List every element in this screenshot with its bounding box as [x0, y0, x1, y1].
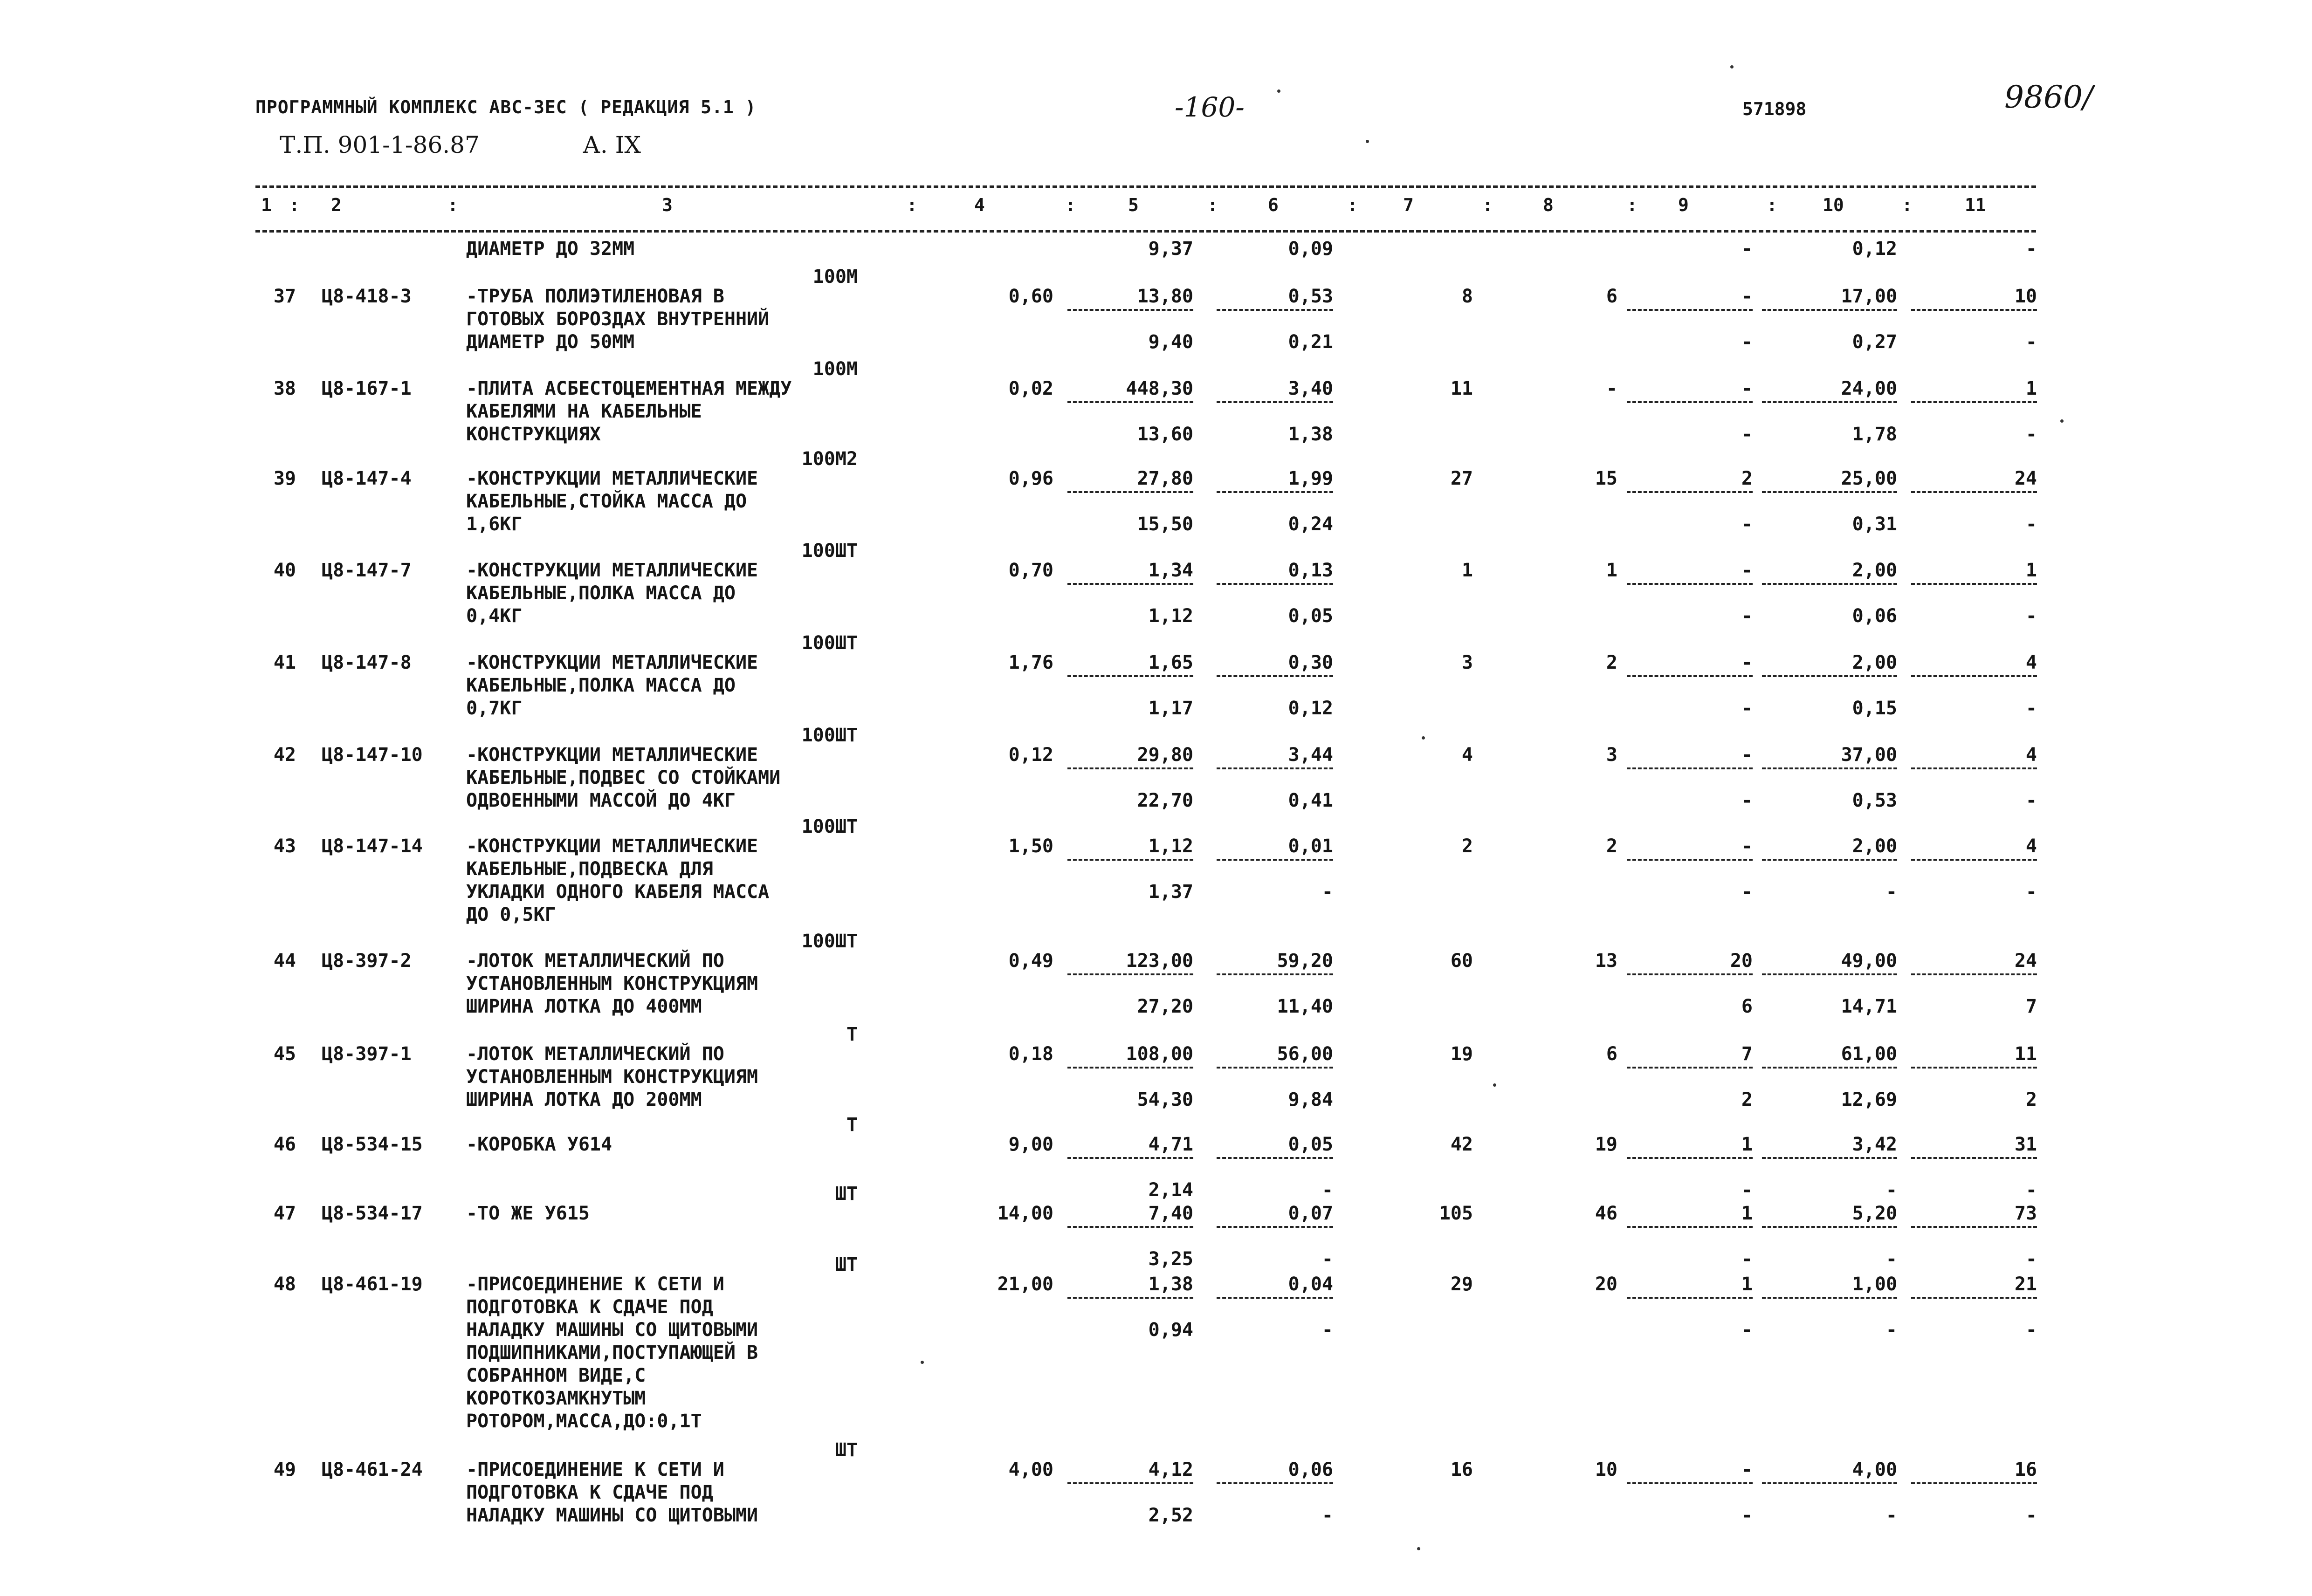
col7-value: 3 [1461, 652, 1473, 673]
col7-value: 27 [1450, 468, 1473, 489]
column-separator: : [1627, 195, 1638, 215]
col10-value: - [1885, 1319, 1897, 1341]
quantity-value: 0,60 [1008, 286, 1053, 307]
col11-value: - [2025, 1505, 2037, 1526]
operation-cost-value: 1,38 [1288, 424, 1333, 445]
unit-label: 100ШТ [801, 931, 858, 952]
work-description: -ТРУБА ПОЛИЭТИЛЕНОВАЯ В [466, 286, 724, 307]
unit-label: Т [846, 1114, 858, 1136]
table-header-rule [255, 230, 2036, 233]
work-description: -ЛОТОК МЕТАЛЛИЧЕСКИЙ ПО [466, 1043, 724, 1065]
work-description: КАБЕЛЬНЫЕ,СТОЙКА МАССА ДО [466, 491, 747, 512]
operation-cost-value: 59,20 [1217, 950, 1333, 973]
col10-value: - [1885, 1248, 1897, 1270]
operation-cost-value: 0,24 [1288, 514, 1333, 535]
row-number: 41 [273, 652, 296, 673]
col11-value: - [2025, 331, 2037, 353]
col8-value: 10 [1595, 1459, 1617, 1480]
col11-value: - [2025, 698, 2037, 719]
work-description: -КОНСТРУКЦИИ МЕТАЛЛИЧЕСКИЕ [466, 652, 758, 673]
col11-value: 4 [1911, 835, 2037, 858]
operation-cost-value: - [1321, 1248, 1333, 1270]
col10-value: 24,00 [1762, 377, 1897, 400]
col8-value: 1 [1606, 560, 1617, 581]
column-separator: : [1482, 195, 1493, 215]
quantity-value: 0,18 [1008, 1043, 1053, 1065]
quantity-value: 1,50 [1008, 836, 1053, 857]
work-description: УКЛАДКИ ОДНОГО КАБЕЛЯ МАССА [466, 881, 770, 903]
direct-cost-value: 1,17 [1148, 698, 1193, 719]
column-number: 11 [1965, 195, 1986, 215]
operation-cost-value: 0,01 [1217, 835, 1333, 858]
direct-cost-value: 13,80 [1067, 285, 1193, 308]
col10-value: 61,00 [1762, 1043, 1897, 1066]
col11-value: - [2025, 1319, 2037, 1341]
resource-code: Ц8-534-17 [322, 1203, 423, 1224]
col9-value: - [1741, 605, 1753, 627]
column-number: 7 [1403, 195, 1414, 215]
col7-value: 60 [1450, 950, 1473, 972]
work-description: КОРОТКОЗАМКНУТЫМ [466, 1388, 646, 1409]
quantity-value: 0,02 [1008, 378, 1053, 399]
quantity-value: 0,96 [1008, 468, 1053, 489]
work-description: УСТАНОВЛЕННЫМ КОНСТРУКЦИЯМ [466, 973, 758, 994]
col10-value: 4,00 [1762, 1459, 1897, 1481]
work-description: -КОНСТРУКЦИИ МЕТАЛЛИЧЕСКИЕ [466, 836, 758, 857]
col11-value: 16 [1911, 1459, 2037, 1481]
work-description: 0,7КГ [466, 698, 523, 719]
col8-value: 2 [1606, 836, 1617, 857]
col9-value: - [1741, 1248, 1753, 1270]
column-separator: : [1347, 195, 1358, 215]
work-description: КАБЕЛЯМИ НА КАБЕЛЬНЫЕ [466, 401, 702, 422]
col8-value: 6 [1606, 1043, 1617, 1065]
col10-value: 0,15 [1852, 698, 1897, 719]
column-number: 10 [1823, 195, 1844, 215]
row-number: 43 [273, 836, 296, 857]
work-description: 1,6КГ [466, 514, 523, 535]
col11-value: - [2025, 1179, 2037, 1201]
sheet-mark: 9860/ [2004, 79, 2093, 115]
operation-cost-value: 9,84 [1288, 1089, 1333, 1110]
col11-value: - [2025, 514, 2037, 535]
work-description: НАЛАДКУ МАШИНЫ СО ЩИТОВЫМИ [466, 1319, 758, 1341]
col10-value: 17,00 [1762, 285, 1897, 308]
scan-speck [2060, 419, 2064, 423]
work-description: -ЛОТОК МЕТАЛЛИЧЕСКИЙ ПО [466, 950, 724, 972]
operation-cost-value: 3,40 [1217, 377, 1333, 400]
resource-code: Ц8-461-24 [322, 1459, 423, 1480]
col10-value: 14,71 [1841, 996, 1897, 1017]
col9-value: - [1741, 1505, 1753, 1526]
row-number: 48 [273, 1274, 296, 1295]
table-top-rule [255, 185, 2036, 188]
col9-value: - [1741, 790, 1753, 811]
col8-value: 6 [1606, 286, 1617, 307]
work-description: ШИРИНА ЛОТКА ДО 400ММ [466, 996, 702, 1017]
scan-speck [1366, 140, 1369, 143]
column-separator: : [1767, 195, 1777, 215]
col11-value: - [2025, 424, 2037, 445]
direct-cost-value: 15,50 [1137, 514, 1193, 535]
col9-value: - [1741, 1319, 1753, 1341]
col11-value: 24 [1911, 467, 2037, 490]
direct-cost-value: 1,65 [1067, 651, 1193, 674]
scan-speck [1730, 65, 1734, 68]
col9-value: - [1627, 559, 1753, 582]
col9-value: - [1627, 1459, 1753, 1481]
col9-value: - [1741, 424, 1753, 445]
direct-cost-value: 3,25 [1148, 1248, 1193, 1270]
work-description: СОБРАННОМ ВИДЕ,С [466, 1365, 646, 1386]
col9-value: 1 [1627, 1202, 1753, 1225]
page-number: -160- [1175, 91, 1245, 123]
row-number: 39 [273, 468, 296, 489]
quantity-value: 14,00 [997, 1203, 1053, 1224]
work-description: ДИАМЕТР ДО 50ММ [466, 331, 635, 353]
col9-value: - [1741, 698, 1753, 719]
scan-speck [1417, 1547, 1420, 1550]
work-description: ПОДГОТОВКА К СДАЧЕ ПОД [466, 1482, 713, 1503]
row-number: 47 [273, 1203, 296, 1224]
quantity-value: 21,00 [997, 1274, 1053, 1295]
column-separator: : [1065, 195, 1076, 215]
col10-value: 49,00 [1762, 950, 1897, 973]
col7-value: 11 [1450, 378, 1473, 399]
col10-value: - [1885, 1505, 1897, 1526]
col11-value: 7 [2025, 996, 2037, 1017]
work-description: РОТОРОМ,МАССА,ДО:0,1Т [466, 1411, 702, 1432]
column-number: 6 [1268, 195, 1279, 215]
col8-value: 19 [1595, 1134, 1617, 1155]
col9-value: - [1741, 238, 1753, 260]
col8-value: 13 [1595, 950, 1617, 972]
column-number: 4 [974, 195, 985, 215]
resource-code: Ц8-397-1 [322, 1043, 412, 1065]
resource-code: Ц8-147-8 [322, 652, 412, 673]
col7-value: 19 [1450, 1043, 1473, 1065]
col10-value: 0,12 [1852, 238, 1897, 260]
scan-speck [1422, 736, 1425, 740]
col10-value: 2,00 [1762, 651, 1897, 674]
direct-cost-value: 1,12 [1067, 835, 1193, 858]
row-number: 44 [273, 950, 296, 972]
work-description: -КОРОБКА У614 [466, 1134, 612, 1155]
column-number: 2 [331, 195, 342, 215]
col10-value: - [1885, 881, 1897, 903]
col9-value: - [1741, 514, 1753, 535]
appendix-label: А. IX [583, 131, 641, 158]
col10-value: 25,00 [1762, 467, 1897, 490]
col8-value: 20 [1595, 1274, 1617, 1295]
col8-value: 46 [1595, 1203, 1617, 1224]
col7-value: 1 [1461, 560, 1473, 581]
col11-value: 4 [1911, 651, 2037, 674]
work-description: ГОТОВЫХ БОРОЗДАХ ВНУТРЕННИЙ [466, 308, 770, 330]
direct-cost-value: 22,70 [1137, 790, 1193, 811]
col10-value: 0,53 [1852, 790, 1897, 811]
operation-cost-value: 0,12 [1288, 698, 1333, 719]
col11-value: - [2025, 238, 2037, 260]
direct-cost-value: 9,40 [1148, 331, 1193, 353]
col11-value: - [2025, 790, 2037, 811]
project-code: Т.П. 901-1-86.87 [280, 131, 480, 158]
quantity-value: 4,00 [1008, 1459, 1053, 1480]
work-description: -ПЛИТА АСБЕСТОЦЕМЕНТНАЯ МЕЖДУ [466, 378, 792, 399]
row-number: 42 [273, 744, 296, 766]
col8-value: 2 [1606, 652, 1617, 673]
unit-label: ШТ [835, 1183, 858, 1205]
direct-cost-value: 0,94 [1148, 1319, 1193, 1341]
row-number: 49 [273, 1459, 296, 1480]
operation-cost-value: - [1321, 1505, 1333, 1526]
col8-value: 3 [1606, 744, 1617, 766]
direct-cost-value: 27,80 [1067, 467, 1193, 490]
direct-cost-value: 9,37 [1148, 238, 1193, 260]
col9-value: 1 [1627, 1133, 1753, 1156]
work-description: -КОНСТРУКЦИИ МЕТАЛЛИЧЕСКИЕ [466, 744, 758, 766]
unit-label: ШТ [835, 1439, 858, 1461]
col11-value: 24 [1911, 950, 2037, 973]
col9-value: - [1627, 285, 1753, 308]
col11-value: 10 [1911, 285, 2037, 308]
work-description: КАБЕЛЬНЫЕ,ПОЛКА МАССА ДО [466, 675, 736, 696]
operation-cost-value: 0,13 [1217, 559, 1333, 582]
work-description: -КОНСТРУКЦИИ МЕТАЛЛИЧЕСКИЕ [466, 468, 758, 489]
unit-label: 100ШТ [801, 816, 858, 837]
operation-cost-value: - [1321, 881, 1333, 903]
work-description: -ТО ЖЕ У615 [466, 1203, 590, 1224]
col9-value: - [1627, 651, 1753, 674]
column-separator: : [1207, 195, 1218, 215]
operation-cost-value: 0,21 [1288, 331, 1333, 353]
operation-cost-value: 0,09 [1288, 238, 1333, 260]
col7-value: 16 [1450, 1459, 1473, 1480]
operation-cost-value: 0,30 [1217, 651, 1333, 674]
operation-cost-value: 1,99 [1217, 467, 1333, 490]
col9-value: 20 [1627, 950, 1753, 973]
column-number: 3 [662, 195, 673, 215]
row-number: 40 [273, 560, 296, 581]
direct-cost-value: 27,20 [1137, 996, 1193, 1017]
column-number: 8 [1543, 195, 1554, 215]
work-description: ДО 0,5КГ [466, 904, 556, 925]
resource-code: Ц8-418-3 [322, 286, 412, 307]
scan-speck [1493, 1083, 1496, 1087]
work-description: 0,4КГ [466, 605, 523, 627]
unit-label: Т [846, 1024, 858, 1045]
col9-value: - [1627, 744, 1753, 767]
direct-cost-value: 4,12 [1067, 1459, 1193, 1481]
direct-cost-value: 1,37 [1148, 881, 1193, 903]
work-description: ПОДГОТОВКА К СДАЧЕ ПОД [466, 1296, 713, 1318]
column-separator: : [289, 195, 300, 215]
unit-label: 100М2 [801, 448, 858, 470]
resource-code: Ц8-147-14 [322, 836, 423, 857]
col7-value: 29 [1450, 1274, 1473, 1295]
col11-value: - [2025, 1248, 2037, 1270]
col7-value: 2 [1461, 836, 1473, 857]
quantity-value: 0,70 [1008, 560, 1053, 581]
column-separator: : [907, 195, 917, 215]
operation-cost-value: - [1321, 1319, 1333, 1341]
column-number: 5 [1128, 195, 1139, 215]
col9-value: - [1741, 1179, 1753, 1201]
col9-value: 7 [1627, 1043, 1753, 1066]
quantity-value: 9,00 [1008, 1134, 1053, 1155]
operation-cost-value: 0,06 [1217, 1459, 1333, 1481]
col10-value: 0,27 [1852, 331, 1897, 353]
col10-value: 1,78 [1852, 424, 1897, 445]
scan-speck [1277, 89, 1280, 93]
work-description: -ПРИСОЕДИНЕНИЕ К СЕТИ И [466, 1459, 724, 1480]
work-description: ПОДШИПНИКАМИ,ПОСТУПАЮЩЕЙ В [466, 1342, 758, 1363]
work-description: -КОНСТРУКЦИИ МЕТАЛЛИЧЕСКИЕ [466, 560, 758, 581]
program-title: ПРОГРАММНЫЙ КОМПЛЕКС АВС-ЗЕС ( РЕДАКЦИЯ 5.1 ) [255, 97, 757, 117]
column-separator: : [1902, 195, 1913, 215]
direct-cost-value: 1,34 [1067, 559, 1193, 582]
direct-cost-value: 123,00 [1067, 950, 1193, 973]
col11-value: 1 [1911, 559, 2037, 582]
col8-value: - [1606, 378, 1617, 399]
col10-value: 37,00 [1762, 744, 1897, 767]
work-description: КАБЕЛЬНЫЕ,ПОДВЕСКА ДЛЯ [466, 858, 713, 880]
direct-cost-value: 448,30 [1067, 377, 1193, 400]
direct-cost-value: 2,52 [1148, 1505, 1193, 1526]
operation-cost-value: 0,53 [1217, 285, 1333, 308]
direct-cost-value: 1,38 [1067, 1273, 1193, 1296]
direct-cost-value: 54,30 [1137, 1089, 1193, 1110]
col9-value: 1 [1627, 1273, 1753, 1296]
resource-code: Ц8-397-2 [322, 950, 412, 972]
unit-label: 100ШТ [801, 540, 858, 562]
column-separator: : [447, 195, 458, 215]
row-number: 46 [273, 1134, 296, 1155]
work-description: КОНСТРУКЦИЯХ [466, 424, 601, 445]
col10-value: 5,20 [1762, 1202, 1897, 1225]
operation-cost-value: - [1321, 1179, 1333, 1201]
work-description: КАБЕЛЬНЫЕ,ПОЛКА МАССА ДО [466, 582, 736, 604]
work-description: ОДВОЕННЫМИ МАССОЙ ДО 4КГ [466, 790, 736, 811]
col7-value: 42 [1450, 1134, 1473, 1155]
col10-value: - [1885, 1179, 1897, 1201]
unit-label: 100ШТ [801, 725, 858, 746]
work-description: ШИРИНА ЛОТКА ДО 200ММ [466, 1089, 702, 1110]
operation-cost-value: 56,00 [1217, 1043, 1333, 1066]
col11-value: 21 [1911, 1273, 2037, 1296]
direct-cost-value: 2,14 [1148, 1179, 1193, 1201]
col11-value: - [2025, 881, 2037, 903]
work-description: -ПРИСОЕДИНЕНИЕ К СЕТИ И [466, 1274, 724, 1295]
quantity-value: 0,49 [1008, 950, 1053, 972]
unit-label: 100М [812, 358, 858, 380]
col9-value: 6 [1741, 996, 1753, 1017]
unit-label: 100М [812, 266, 858, 288]
column-number: 1 [261, 195, 272, 215]
operation-cost-value: 0,07 [1217, 1202, 1333, 1225]
col9-value: - [1627, 835, 1753, 858]
col11-value: 31 [1911, 1133, 2037, 1156]
col9-value: - [1627, 377, 1753, 400]
unit-label: ШТ [835, 1254, 858, 1275]
operation-cost-value: 0,04 [1217, 1273, 1333, 1296]
quantity-value: 1,76 [1008, 652, 1053, 673]
resource-code: Ц8-167-1 [322, 378, 412, 399]
operation-cost-value: 0,05 [1288, 605, 1333, 627]
resource-code: Ц8-461-19 [322, 1274, 423, 1295]
work-description: ДИАМЕТР ДО 32ММ [466, 238, 635, 260]
col10-value: 1,00 [1762, 1273, 1897, 1296]
col9-value: - [1741, 331, 1753, 353]
unit-label: 100ШТ [801, 632, 858, 654]
resource-code: Ц8-147-7 [322, 560, 412, 581]
col11-value: 1 [1911, 377, 2037, 400]
col8-value: 15 [1595, 468, 1617, 489]
col10-value: 12,69 [1841, 1089, 1897, 1110]
col10-value: 2,00 [1762, 559, 1897, 582]
document-number: 571898 [1742, 99, 1807, 119]
col11-value: - [2025, 605, 2037, 627]
work-description: КАБЕЛЬНЫЕ,ПОДВЕС СО СТОЙКАМИ [466, 767, 781, 788]
direct-cost-value: 4,71 [1067, 1133, 1193, 1156]
row-number: 37 [273, 286, 296, 307]
col9-value: 2 [1741, 1089, 1753, 1110]
quantity-value: 0,12 [1008, 744, 1053, 766]
direct-cost-value: 1,12 [1148, 605, 1193, 627]
row-number: 45 [273, 1043, 296, 1065]
work-description: НАЛАДКУ МАШИНЫ СО ЩИТОВЫМИ [466, 1505, 758, 1526]
direct-cost-value: 29,80 [1067, 744, 1193, 767]
col11-value: 4 [1911, 744, 2037, 767]
col7-value: 4 [1461, 744, 1473, 766]
operation-cost-value: 11,40 [1277, 996, 1333, 1017]
scan-speck [921, 1361, 924, 1364]
col9-value: 2 [1627, 467, 1753, 490]
direct-cost-value: 13,60 [1137, 424, 1193, 445]
col10-value: 2,00 [1762, 835, 1897, 858]
operation-cost-value: 0,05 [1217, 1133, 1333, 1156]
col11-value: 2 [2025, 1089, 2037, 1110]
resource-code: Ц8-534-15 [322, 1134, 423, 1155]
row-number: 38 [273, 378, 296, 399]
col10-value: 3,42 [1762, 1133, 1897, 1156]
resource-code: Ц8-147-4 [322, 468, 412, 489]
operation-cost-value: 3,44 [1217, 744, 1333, 767]
col11-value: 73 [1911, 1202, 2037, 1225]
column-number: 9 [1678, 195, 1689, 215]
operation-cost-value: 0,41 [1288, 790, 1333, 811]
col9-value: - [1741, 881, 1753, 903]
direct-cost-value: 108,00 [1067, 1043, 1193, 1066]
col10-value: 0,31 [1852, 514, 1897, 535]
col10-value: 0,06 [1852, 605, 1897, 627]
col11-value: 11 [1911, 1043, 2037, 1066]
resource-code: Ц8-147-10 [322, 744, 423, 766]
col7-value: 8 [1461, 286, 1473, 307]
col7-value: 105 [1439, 1203, 1473, 1224]
work-description: УСТАНОВЛЕННЫМ КОНСТРУКЦИЯМ [466, 1066, 758, 1088]
direct-cost-value: 7,40 [1067, 1202, 1193, 1225]
